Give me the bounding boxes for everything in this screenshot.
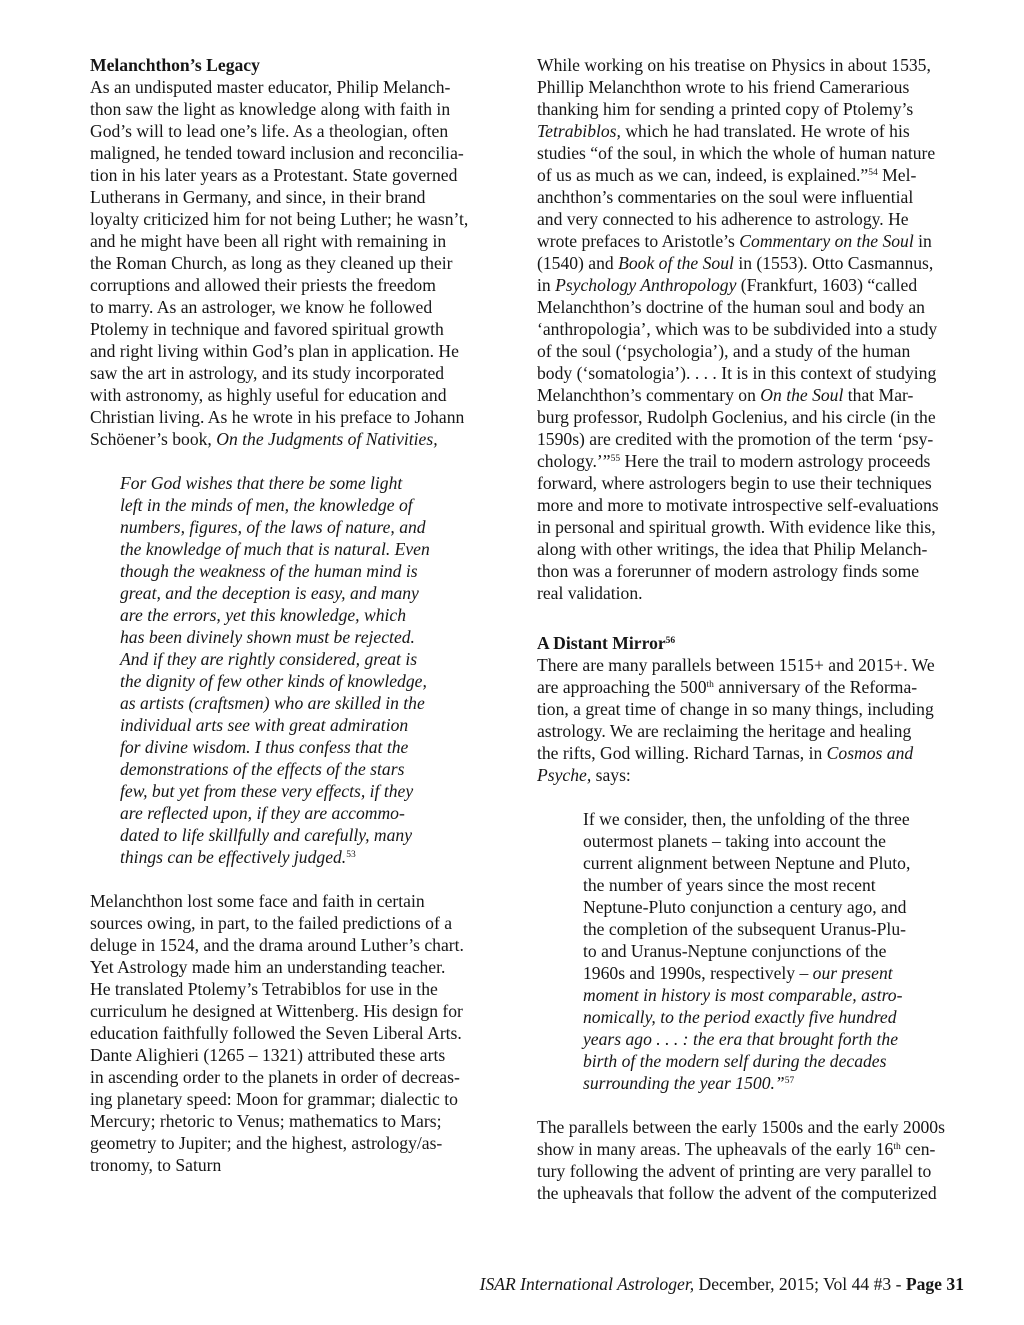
issue-info: December, 2015; Vol 44 #3 - [694,1274,906,1294]
paragraph-line: Lutherans in Germany, and since, in their brand [90,187,426,207]
book-title: On the Judgments of Nativities, [216,429,438,449]
footnote-ref-57: 57 [784,1076,795,1086]
right-column [537,54,967,1204]
paragraph-legacy-intro [90,76,492,428]
quote-line: nomically, to the period exactly five hundred [583,1007,897,1027]
paragraph-line: Schöener’s book, On the Judgments of Nativities, [90,429,438,449]
footnote-ref-56: 56 [665,636,676,646]
paragraph-line: As an undisputed master educator, Philip Melanch- [90,77,451,97]
quote-line: for divine wisdom. I thus confess that the [120,737,409,757]
paragraph-line: loyalty criticized him for not being Luther; he wasn’t, [90,209,469,229]
quote-line: outermost planets – taking into account the [583,831,886,851]
paragraph-line: Ptolemy in technique and favored spiritual growth [90,319,444,339]
paragraph-line: corruptions and allowed their priests the freedom [90,275,436,295]
quote-line: moment in history is most comparable, astro- [583,985,903,1005]
quote-line: things can be effectively judged.$^{53}$ [120,847,356,867]
quote-line: years ago . . . : the era that brought forth the [583,1029,899,1049]
quote-line: the completion of the subsequent Uranus-Plu- [583,919,906,939]
section-heading-legacy: Melanchthon’s Legacy [90,55,260,75]
paragraph-line: education faithfully followed the Seven Liberal Arts. [90,1023,462,1043]
quote-line: Neptune-Pluto conjunction a century ago, and [583,897,907,917]
paragraph-line: God’s will to lead one’s life. As a theologian, often [90,121,449,141]
quote-line: are reflected upon, if they are accommo- [120,803,405,823]
quote-line: to and Uranus-Neptune conjunctions of the [583,941,887,961]
paragraph-line: curriculum he designed at Wittenberg. His design for [90,1001,463,1021]
paragraph-line: and right living within God’s plan in application. He [90,341,459,361]
quote-line: though the weakness of the human mind is [120,561,418,581]
paragraph-line: He translated Ptolemy’s Tetrabiblos for use in the [90,979,438,999]
book-title: On the Soul [760,385,844,405]
book-title: Cosmos and [826,743,914,763]
book-title: Tetrabiblos, [537,121,621,141]
quote-line: current alignment between Neptune and Pluto, [583,853,911,873]
paragraph-line: Melanchthon lost some face and faith in certain [90,891,425,911]
page-footer [480,1273,964,1295]
paragraph-line: Christian living. As he wrote in his preface to Johann [90,407,465,427]
quote-line: the dignity of few other kinds of knowledge, [120,671,427,691]
quote-line: numbers, figures, of the laws of nature, and [120,517,426,537]
book-title: Psyche, [537,765,592,785]
quote-line: the knowledge of much that is natural. Even [120,539,430,559]
footnote-ref-54: 54 [868,168,878,178]
page-number: Page 31 [905,1274,964,1294]
footnote-ref-55: 55 [610,454,621,464]
paragraph-line: saw the art in astrology, and its study incorporated [90,363,445,383]
paragraph-line: the Roman Church, as long as they cleaned up their [90,253,453,273]
paragraph-parallels-intro: There are many parallels between 1515+ and 2015+. We are approaching the 500th anniversary of the Reforma- tion, a great time of change in so many things, including astrology. We are reclaiming the heritage and healing the rifts, God willing. Richard Tarnas, in Cosmos and Psyche, says: [537,655,935,785]
left-column [90,54,492,1176]
paragraph-line: Mercury; rhetoric to Venus; mathematics to Mars; [90,1111,442,1131]
paragraph-line: sources owing, in part, to the failed predictions of a [90,913,453,933]
quote-line: left in the minds of men, the knowledge of [120,495,413,515]
paragraph-line: tronomy, to Saturn [90,1155,222,1175]
book-title: Book of the Soul [618,253,734,273]
paragraph-line: deluge in 1524, and the drama around Luther’s chart. [90,935,464,955]
paragraph-line: thon saw the light as knowledge along with faith in [90,99,451,119]
book-title: Commentary on the Soul [739,231,914,251]
journal-name: ISAR International Astrologer, [479,1274,695,1294]
paragraph-line: Yet Astrology made him an understanding teacher. [90,957,446,977]
section-heading-distant-mirror: A Distant Mirror$^{56}$ [537,633,676,653]
paragraph-line: with astronomy, as highly useful for education and [90,385,447,405]
quote-line: individual arts see with great admiration [120,715,409,735]
quote-line: And if they are rightly considered, great is [120,649,418,669]
quote-line: birth of the modern self during the decades [583,1051,887,1071]
quote-line: the number of years since the most recent [583,875,876,895]
book-title: Psychology Anthropology [555,275,737,295]
paragraph-liberal-arts [90,890,492,1176]
paragraph-line: maligned, he tended toward inclusion and reconcilia- [90,143,464,163]
quote-line: few, but yet from these very effects, if they [120,781,414,801]
quote-line: as artists (craftsmen) who are skilled in the [120,693,425,713]
paragraph-line: tion in his later years as a Protestant. State governed [90,165,458,185]
paragraph-line: geometry to Jupiter; and the highest, astrology/as- [90,1133,443,1153]
blockquote-tarnas: If we consider, then, the unfolding of the three outermost planets – taking into account the current alignment between Neptune and Pluto, the number of years since the most recent Neptune-Pluto conjunction a century ago, and the completion of the subsequent Uranus-Plu- to and Uranus-Neptune conjunctions of the 1960s and 1990s, respectively – our present moment in history is most comparable, astro- nomically, to the period exactly five hundred years ago . . . : the era that brought forth the birth of the modern self during the decades surrounding the year 1500.”$^{57}$ [537,808,967,1094]
quote-line: dated to life skillfully and carefully, many [120,825,413,845]
paragraph-parallels-1500s: The parallels between the early 1500s and the early 2000s show in many areas. The upheavals of the early 16th cen- tury following the advent of printing are very parallel to the upheavals that follow the advent of the computerized [537,1117,945,1203]
quote-line: demonstrations of the effects of the stars [120,759,405,779]
paragraph-line: to marry. As an astrologer, we know he followed [90,297,433,317]
paragraph-line: and he might have been all right with remaining in [90,231,447,251]
paragraph-line: Dante Alighieri (1265 – 1321) attributed these arts [90,1045,446,1065]
blockquote-melanchthon [90,472,492,846]
paragraph-line: in ascending order to the planets in order of decreas- [90,1067,460,1087]
paragraph-physics-treatise: While working on his treatise on Physics in about 1535, Phillip Melanchthon wrote to his friend Camerarious thanking him for sending a printed copy of Ptolemy’s Tetrabiblos, which he had translated. He wrote of his studies “of the soul, in which the whole of human nature of us as much as we can, indeed, is explained.”$^{54}$ Mel- anchthon’s commentaries on the soul were influential and very connected to his adherence to astrology. He wrote prefaces to Aristotle’s Commentary on the Soul in (1540) and Book of the Soul in (1553). Otto Casmannus, in Psychology Anthropology (Frankfurt, 1603) “called Melanchthon’s doctrine of the human soul and body an ‘anthropologia’, which was to be subdivided into a study of the soul (‘psychologia’), and a study of the human body (‘somatologia’). . . . It is in this context of studying Melanchthon’s commentary on On the Soul that Mar- burg professor, Rudolph Goclenius, and his circle (in the 1590s) are credited with the promotion of the term ‘psy- chology.’”$^{55}$ Here the trail to modern astrology proceeds forward, where astrologers begin to use their techniques more and more to motivate introspective self-evaluations in personal and spiritual growth. With evidence like this, along with other writings, the idea that Philip Melanch- thon was a forerunner of modern astrology finds some real validation. [537,55,939,603]
quote-line: has been divinely shown must be rejected. [120,627,415,647]
quote-line: If we consider, then, the unfolding of the three [583,809,910,829]
footnote-ref-53: 53 [346,850,356,860]
quote-line: For God wishes that there be some light [120,473,403,493]
quote-line: are the errors, yet this knowledge, which [120,605,407,625]
quote-line: great, and the deception is easy, and many [120,583,419,603]
paragraph-line: ing planetary speed: Moon for grammar; dialectic to [90,1089,458,1109]
